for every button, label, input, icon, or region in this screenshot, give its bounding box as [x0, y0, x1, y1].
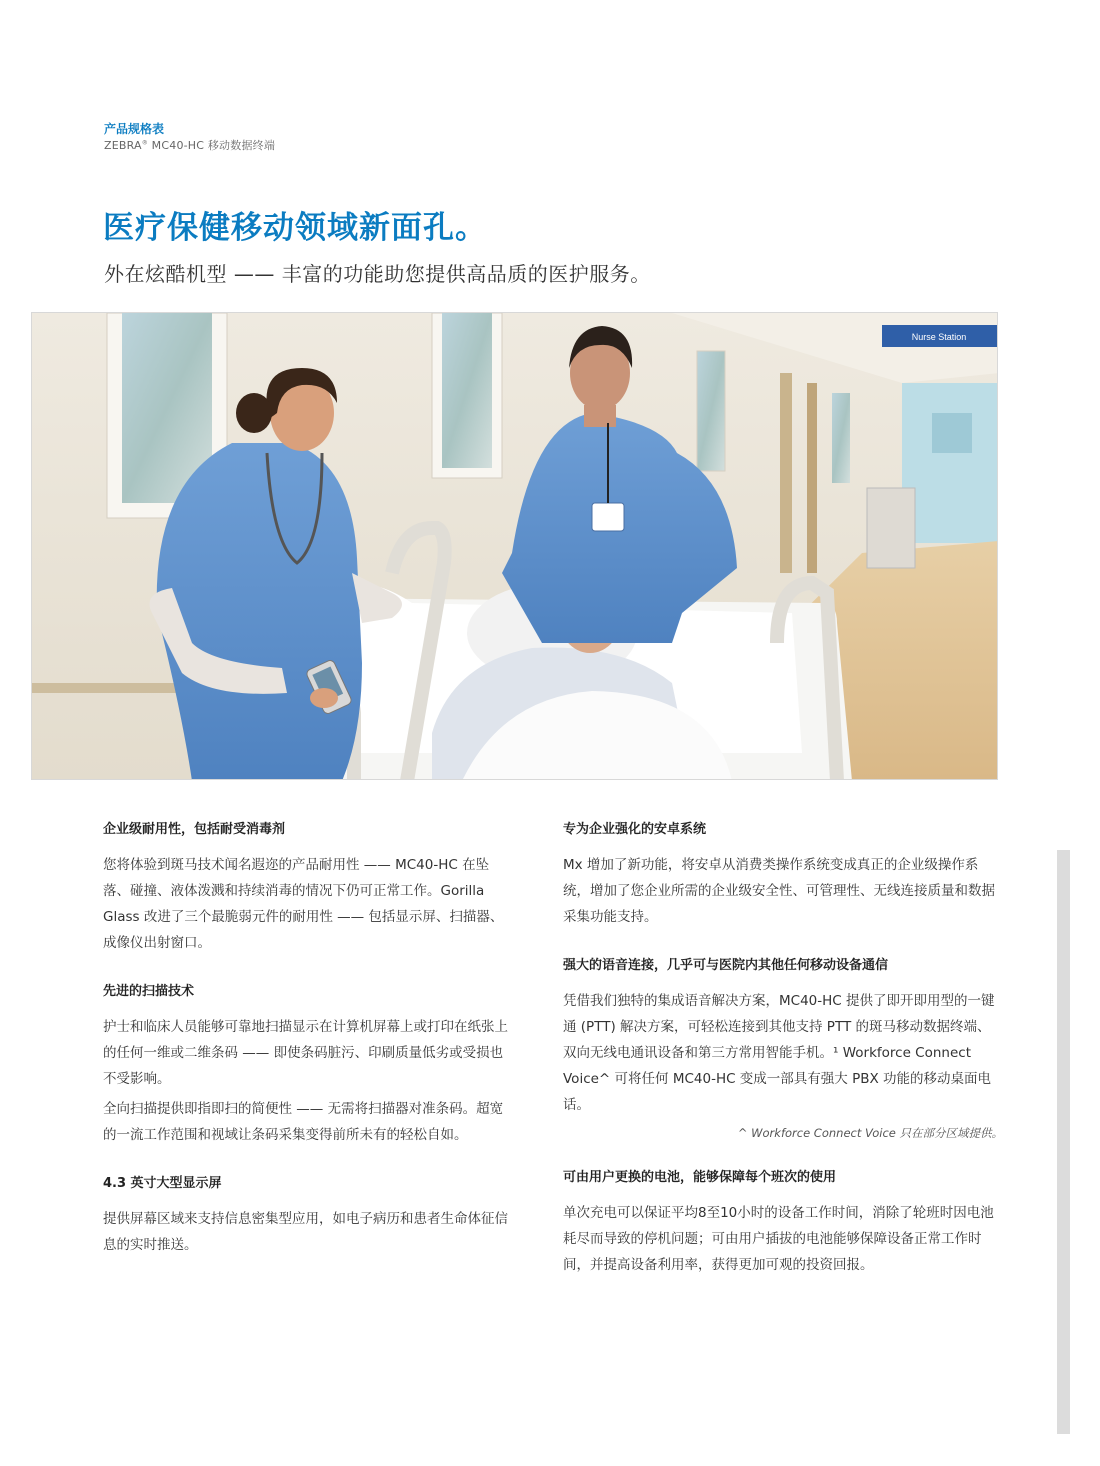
sign-text: Nurse Station: [911, 332, 967, 342]
product-name: MC40-HC 移动数据终端: [151, 139, 276, 152]
registered-mark: ®: [141, 139, 148, 147]
section-paragraph: 凭借我们独特的集成语音解决方案，MC40-HC 提供了即开即用型的一键通 (PTT) 解决方案，可轻松连接到其他支持 PTT 的斑马移动数据终端、双向无线电通讯设备和第三方常用智能手机。¹ Workforce Connect Voice^ 可将任何 MC40-HC 变成一部具有强大 PBX 功能的移动桌面电话。: [563, 993, 995, 1113]
section-paragraph: 您将体验到斑马技术闻名遐迩的产品耐用性 —— MC40-HC 在坠落、碰撞、液体泼溅和持续消毒的情况下仍可正常工作。Gorilla Glass 改进了三个最脆弱元件的耐用性 —— 包括显示屏、扫描器、成像仪出射窗口。: [103, 857, 504, 951]
footnote: ^ Workforce Connect Voice 只在部分区域提供。: [737, 1126, 1003, 1140]
page-subtitle: 外在炫酷机型 —— 丰富的功能助您提供高品质的医护服务。: [104, 262, 651, 286]
section-title: 强大的语音连接，几乎可与医院内其他任何移动设备通信: [563, 958, 889, 973]
doc-type-label: 产品规格表: [104, 122, 165, 136]
section-voice: [563, 956, 1003, 1142]
hero-photo: [31, 312, 998, 780]
section-title: 企业级耐用性，包括耐受消毒剂: [103, 822, 286, 837]
section-paragraph: 护士和临床人员能够可靠地扫描显示在计算机屏幕上或打印在纸张上的任何一维或二维条码 —— 即使条码脏污、印刷质量低劣或受损也不受影响。: [103, 1019, 508, 1087]
section-paragraph: 提供屏幕区域来支持信息密集型应用，如电子病历和患者生命体征信息的实时推送。: [103, 1211, 508, 1253]
section-title: 4.3 英寸大型显示屏: [103, 1176, 222, 1191]
page-side-bar: [1057, 850, 1070, 1434]
section-title: 专为企业强化的安卓系统: [563, 822, 707, 837]
id-badge: [592, 503, 624, 531]
page-title: 医疗保健移动领域新面孔。: [103, 210, 487, 246]
section-durability: [103, 820, 513, 956]
section-paragraph: Mx 增加了新功能，将安卓从消费类操作系统变成真正的企业级操作系统，增加了您企业所需的企业级安全性、可管理性、无线连接质量和数据采集功能支持。: [563, 857, 995, 925]
section-title: 先进的扫描技术: [103, 984, 195, 999]
section-title: 可由用户更换的电池，能够保障每个班次的使用: [563, 1170, 837, 1185]
brand-name: ZEBRA: [104, 139, 142, 152]
section-paragraph: 全向扫描提供即指即扫的简便性 —— 无需将扫描器对准条码。超宽的一流工作范围和视域让条码采集变得前所未有的轻松自如。: [103, 1101, 504, 1143]
hospital-scene-illustration: [32, 313, 998, 780]
product-line-label: [104, 137, 275, 153]
section-android: [563, 820, 1003, 930]
left-column: [103, 820, 513, 1284]
section-battery: [563, 1168, 1003, 1278]
section-scanning: [103, 982, 513, 1148]
section-paragraph: 单次充电可以保证平均8至10小时的设备工作时间，消除了轮班时因电池耗尽而导致的停机问题；可由用户插拔的电池能够保障设备正常工作时间，并提高设备利用率，获得更加可观的投资回报。: [563, 1205, 994, 1273]
right-column: [563, 820, 1003, 1304]
section-display: [103, 1174, 513, 1258]
